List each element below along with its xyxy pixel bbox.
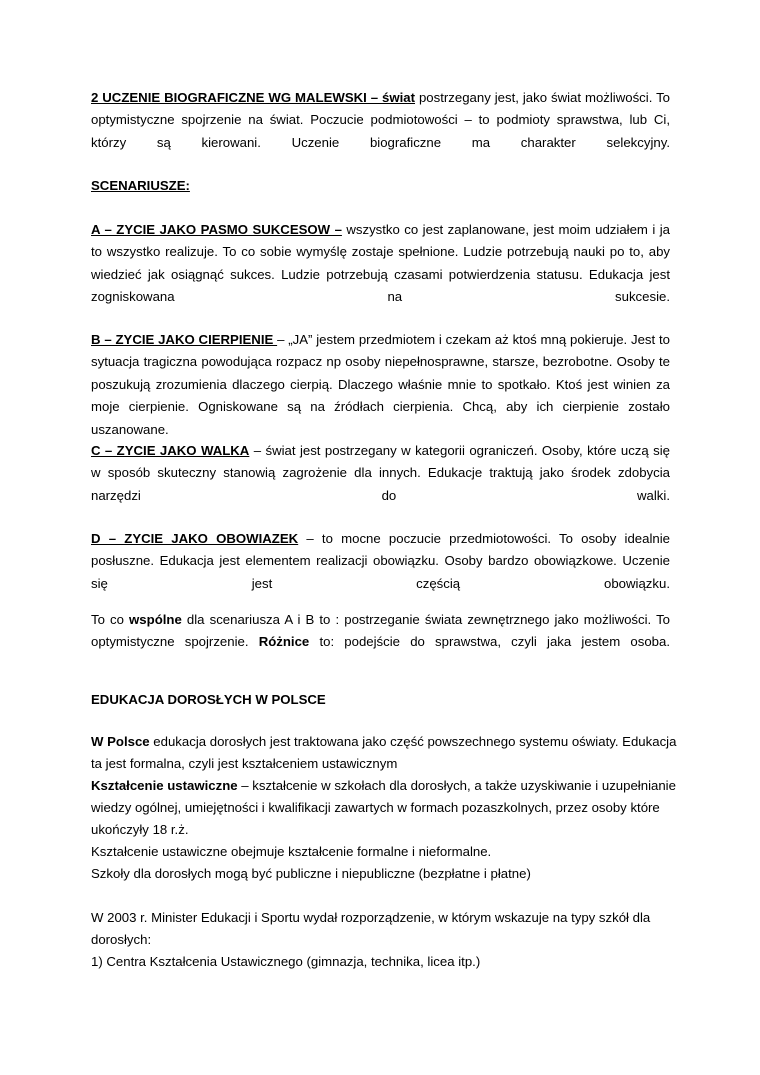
common-text-2: dla scenariusza A i B to : postrzeganie świata zewnętrznego jako możliwości. To optymistyczne spojrzenie.	[91, 612, 670, 650]
decree-paragraph	[91, 910, 670, 976]
edu-line-3-text: – kształcenie w szkołach dla dorosłych, a także uzyskiwanie i uzupełnianie	[237, 778, 676, 793]
scenario-c-text: – świat jest postrzegany w kategorii ograniczeń. Osoby, które uczą się w sposób skuteczny stanowią zagrożenie dla innych. Edukacje traktują jako środek zdobycia narzędzi do walki.	[91, 443, 670, 503]
edu-paragraph	[91, 734, 677, 888]
scenario-a	[91, 219, 670, 331]
edu-line-1	[91, 734, 677, 756]
scenario-d-title: D – ZYCIE JAKO OBOWIAZEK	[91, 531, 299, 546]
paragraph-biographical-learning	[91, 87, 670, 177]
scenario-a-title: A – ZYCIE JAKO PASMO SUKCESOW –	[91, 222, 342, 237]
edu-line-6: Kształcenie ustawiczne obejmuje kształcenie formalne i nieformalne.	[91, 844, 492, 859]
scenarios-heading	[91, 175, 670, 197]
common-text-1: To co	[91, 612, 130, 627]
decree-line-1: W 2003 r. Minister Edukacji i Sportu wydał rozporządzenie, w którym wskazuje na typy szkół dla	[91, 910, 651, 925]
section-title: 2 UCZENIE BIOGRAFICZNE WG MALEWSKI – świat	[91, 90, 416, 105]
common-text-3: to: podejście do sprawstwa, czyli jaka jestem osoba.	[309, 634, 671, 650]
edu-line-2: ta jest formalna, czyli jest kształceniem ustawicznym	[91, 756, 398, 771]
common-bold-2: Różnice	[258, 634, 310, 650]
common-bold-1: wspólne	[129, 612, 182, 627]
edu-heading-text: EDUKACJA DOROSŁYCH W POLSCE	[91, 692, 326, 707]
scenario-c-title: C – ZYCIE JAKO WALKA	[91, 443, 250, 458]
edu-line-1-text: edukacja dorosłych jest traktowana jako część powszechnego systemu oświaty. Edukacja	[149, 734, 677, 749]
edu-bold-w-polsce: W Polsce	[91, 734, 150, 749]
edu-line-7: Szkoły dla dorosłych mogą być publiczne i niepubliczne (bezpłatne i płatne)	[91, 866, 531, 881]
scenario-b-title: B – ZYCIE JAKO CIERPIENIE	[91, 332, 278, 347]
scenario-a-text: wszystko co jest zaplanowane, jest moim udziałem i ja to wszystko realizuje. To co sobie wymyślę zostaje spełnione. Ludzie potrzebują nauki po to, aby wiedzieć jak osiągnąć sukces. Ludzie potrzebują czasami potwierdzenia statusu. Edukacja jest zogniskowana na sukcesie.	[91, 222, 671, 305]
common-differences-paragraph	[91, 609, 670, 676]
edu-heading	[91, 689, 670, 711]
scenarios-heading-text: SCENARIUSZE:	[91, 178, 190, 193]
decree-line-2: dorosłych:	[91, 932, 152, 947]
scenario-d-text: – to mocne poczucie przedmiotowości. To osoby idealnie posłuszne. Edukacja jest elementem realizacji obowiązku. Osoby bardzo obowiązkowe. Uczenie się jest częścią obowiązku.	[91, 531, 670, 591]
edu-bold-ksztalcenie: Kształcenie ustawiczne	[91, 778, 238, 793]
scenario-c	[91, 440, 670, 530]
edu-line-5: ukończyły 18 r.ż.	[91, 822, 189, 837]
scenario-b-text: – „JA” jestem przedmiotem i czekam aż ktoś mną pokieruje. Jest to sytuacja tragiczna powodująca rozpacz np osoby niepełnosprawne, starsze, bezrobotne. Osoby te poszukują zrozumienia dlaczego cierpią. Dlaczego właśnie mnie to spotkało. Ktoś jest winien za moje cierpienie. Ogniskowane są na źródłach cierpienia. Chcą, aby ich cierpienie zostało uszanowane.	[91, 332, 670, 437]
edu-line-4: wiedzy ogólnej, umiejętności i kwalifikacji zawartych w formach pozaszkolnych, przez osoby które	[91, 800, 660, 815]
scenario-d	[91, 528, 670, 618]
edu-line-3	[91, 778, 676, 800]
paragraph-text: postrzegany jest, jako świat możliwości. To optymistyczne spojrzenie na świat. Poczucie podmiotowości – to podmioty sprawstwa, lub Ci, którzy są kierowani. Uczenie biograficzne ma charakter selekcyjny.	[91, 90, 670, 150]
decree-line-3: 1) Centra Kształcenia Ustawicznego (gimnazja, technika, licea itp.)	[91, 954, 481, 969]
